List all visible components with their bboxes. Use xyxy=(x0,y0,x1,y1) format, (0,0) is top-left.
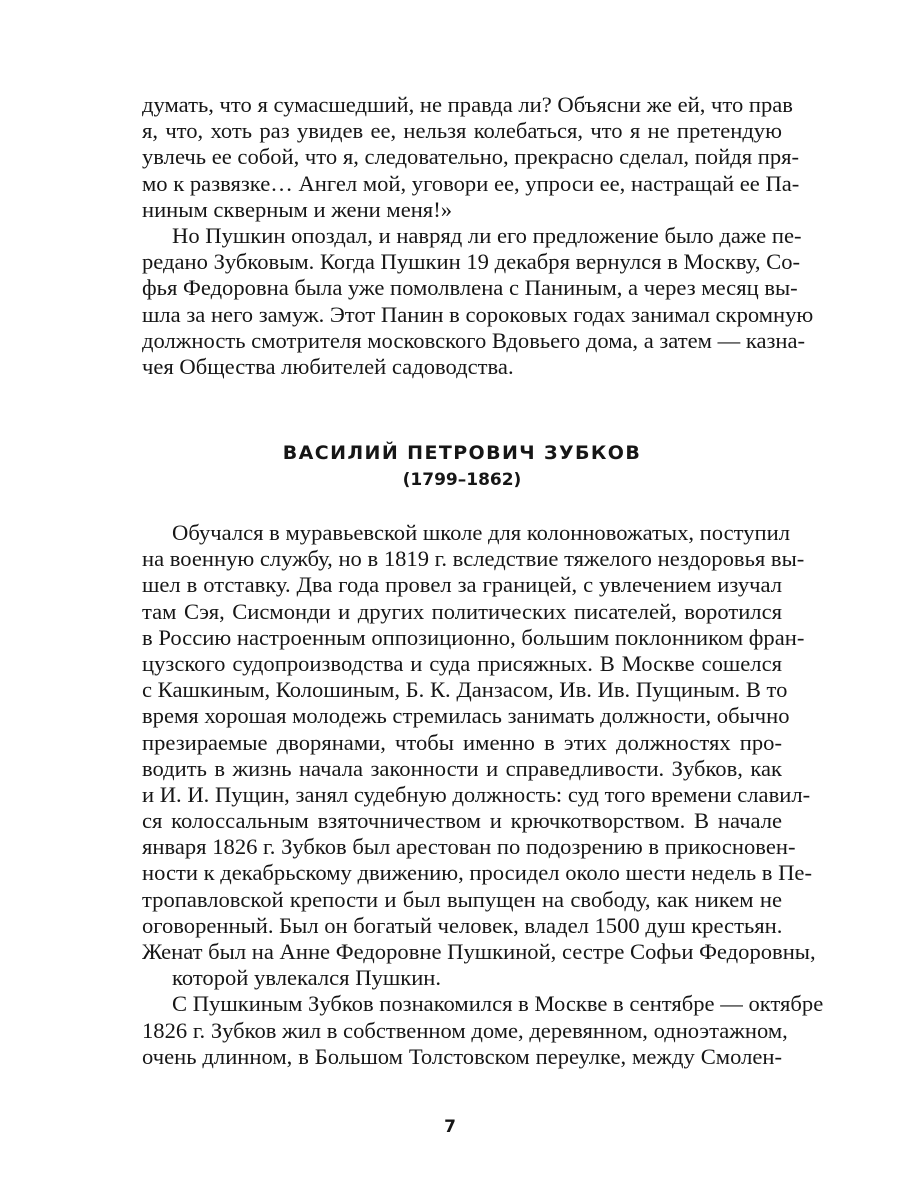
bottom-text-block xyxy=(142,520,824,1070)
text-line: увлечь ее собой, что я, следовательно, прекрасно сделал, пойдя пря- xyxy=(142,144,800,170)
text-line: и И. И. Пущин, занял судебную должность: суд того времени славил- xyxy=(142,781,811,807)
section-dates: (1799–1862) xyxy=(402,470,522,490)
text-line: ся колоссальным взяточничеством и крючкотворством. В начале xyxy=(142,808,782,834)
text-line: цузского судопроизводства и суда присяжных. В Москве сошелся xyxy=(142,650,782,676)
text-line: с Кашкиным, Колошиным, Б. К. Данзасом, Ив. Ив. Пущиным. В то xyxy=(142,677,788,703)
text-line: Но Пушкин опоздал, и навряд ли его предложение было даже пе- xyxy=(172,222,802,248)
section-title: ВАСИЛИЙ ПЕТРОВИЧ ЗУБКОВ xyxy=(282,442,642,464)
paragraph-letter-quote xyxy=(142,92,800,223)
text-line: шла за него замуж. Этот Панин в сороковых годах занимал скромную xyxy=(142,301,814,327)
text-line: ности к декабрьскому движению, просидел около шести недель в Пе- xyxy=(142,860,812,886)
text-line: я, что, хоть раз увидев ее, нельзя колебаться, что я не претендую xyxy=(142,118,782,144)
text-line: должность смотрителя московского Вдовьего дома, а затем — казна- xyxy=(142,327,806,353)
paragraph-biography xyxy=(142,520,816,991)
text-line: мо к развязке… Ангел мой, уговори ее, упроси ее, настращай ее Па- xyxy=(142,170,800,196)
text-line: думать, что я сумасшедший, не правда ли? Объясни же ей, что прав xyxy=(142,92,793,117)
text-line: января 1826 г. Зубков был арестован по подозрению в прикосновен- xyxy=(142,834,796,860)
top-text-block xyxy=(142,92,814,380)
text-line: в Россию настроенным оппозиционно, большим поклонником фран- xyxy=(142,624,805,650)
text-line: С Пушкиным Зубков познакомился в Москве в сентябре — октябре xyxy=(172,991,824,1017)
text-line: Обучался в муравьевской школе для колонновожатых, поступил xyxy=(172,520,790,545)
text-line: водить в жизнь начала законности и справедливости. Зубков, как xyxy=(142,755,782,781)
text-line: Женат был на Анне Федоровне Пушкиной, сестре Софьи Федоровны, xyxy=(142,939,816,964)
text-line: 1826 г. Зубков жил в собственном доме, деревянном, одноэтажном, xyxy=(142,1017,788,1043)
text-line: ниным скверным и жени меня!» xyxy=(142,196,453,222)
text-line: шел в отставку. Два года провел за границей, с увлечением изучал xyxy=(142,572,782,598)
text-line: оговоренный. Был он богатый человек, владел 1500 душ крестьян. xyxy=(142,912,783,938)
text-line: тропавловской крепости и был выпущен на свободу, как никем не xyxy=(142,886,782,912)
text-line: которой увлекался Пушкин. xyxy=(172,965,442,991)
text-line: там Сэя, Сисмонди и других политических писателей, воротился xyxy=(142,598,782,624)
page-number: 7 xyxy=(444,1117,456,1137)
text-line: очень длинном, в Большом Толстовском переулке, между Смолен- xyxy=(142,1043,782,1069)
text-line: редано Зубковым. Когда Пушкин 19 декабря вернулся в Москву, Со- xyxy=(142,249,801,275)
text-line: фья Федоровна была уже помолвлена с Паниным, а через месяц вы- xyxy=(142,275,798,301)
section-heading xyxy=(142,440,782,494)
paragraph-acquaintance xyxy=(142,991,824,1070)
text-line: время хорошая молодежь стремилась занимать должности, обычно xyxy=(142,703,790,729)
paragraph-pushkin-late xyxy=(142,222,814,380)
text-line: чея Общества любителей садоводства. xyxy=(142,353,514,379)
text-line: презираемые дворянами, чтобы именно в этих должностях про- xyxy=(142,729,782,755)
text-line: на военную службу, но в 1819 г. вследствие тяжелого нездоровья вы- xyxy=(142,546,805,572)
